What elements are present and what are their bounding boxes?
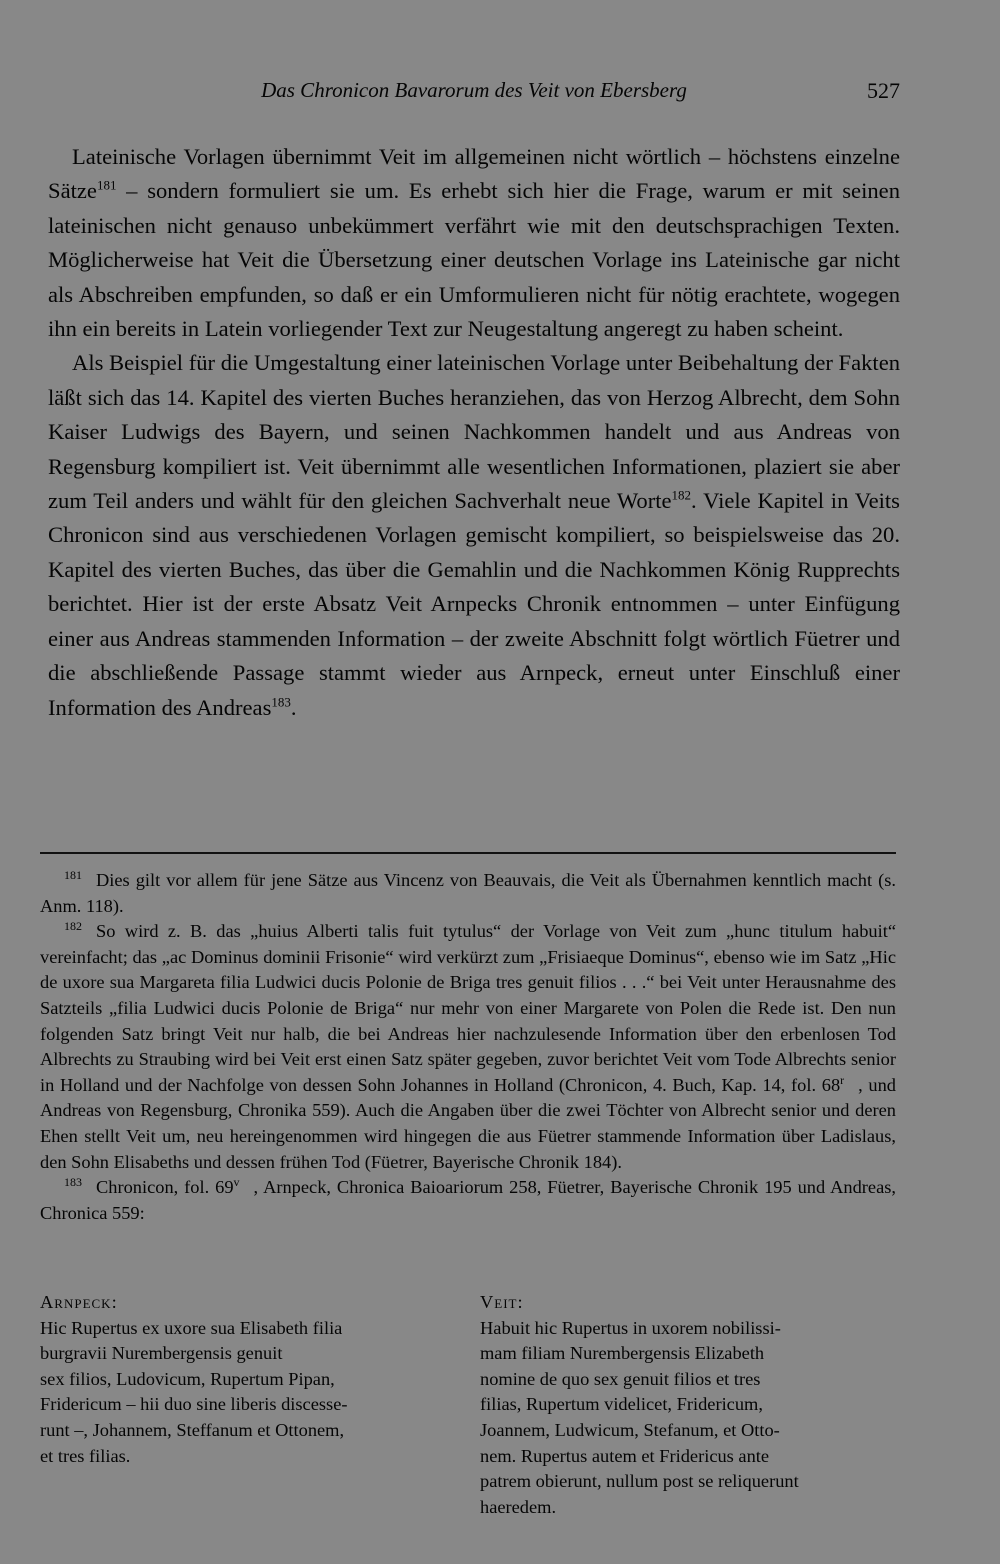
arnpeck-column (40, 1290, 450, 1469)
page-number: 527 (867, 78, 900, 103)
footnotes (40, 868, 896, 1226)
footnote-divider (40, 852, 896, 854)
running-header (48, 78, 900, 108)
comparison-columns (40, 1290, 896, 1530)
footnote-text: , Arnpeck, Chronica Baioariorum 258, Füetrer, Bayerische Chronik 195 und Andreas, Chronica 559: (40, 1177, 896, 1223)
paragraph-text: . Viele Kapitel in Veits Chronicon sind aus verschiedenen Vorlagen gemischt kompiliert, so beispielsweise das 20. Kapitel des vierten Buches, das über die Gemahlin und die Nachkommen König Rupprechts berichtet. Hier ist der erste Absatz Veit Arnpecks Chronik entnommen – unter Einfügung einer aus Andreas stammenden Information – der zweite Abschnitt folgt wörtlich Füetrer und die abschließende Passage stammt wieder aus Arnpeck, erneut unter Einschluß einer Information des Andreas (48, 488, 900, 720)
footnote-text: So wird z. B. das „huius Alberti talis fuit tytulus“ der Vorlage von Veit zum „hunc titulum habuit“ vereinfacht; das „ac Dominus dominii Frisonie“ wird verkürzt zum „Frisiaeque Dominus“, ebenso wie im Satz „Hic de uxore sua Margareta filia Ludwici ducis Polonie de Briga tres genuit filios . . .“ bei Veit unter Herausnahme des Satzteils „filia Ludwici ducis Polonie de Briga“ nur mehr von einer Margarete von Polen die Rede ist. Den nun folgenden Satz bringt Veit nur halb, die bei Andreas hier nachzulesende Information über den erbenlosen Tod Albrechts zu Straubing wird bei Veit erst einen Satz später gegeben, zuvor berichtet Veit vom Tode Albrechts senior in Holland und der Nachfolge von dessen Sohn Johannes in Holland (Chronicon, 4. Buch, Kap. 14, fol. 68 (40, 921, 896, 1095)
footnote (40, 868, 896, 919)
footnote-text: Dies gilt vor allem für jene Sätze aus Vincenz von Beauvais, die Veit als Übernahmen kenntlich macht (s. Anm. 118). (40, 870, 896, 916)
paragraph (48, 346, 900, 724)
running-title: Das Chronicon Bavarorum des Veit von Ebersberg (261, 78, 687, 102)
folio-side: r (840, 1072, 845, 1087)
footnote-ref: 183 (271, 693, 291, 709)
footnote-text: Chronicon, fol. 69 (96, 1177, 234, 1198)
column-text: Hic Rupertus ex uxore sua Elisabeth filia burgravii Nurembergensis genuit sex filios, Ludovicum, Rupertum Pipan, Fridericum – hii duo sine liberis discessе- runt –, Johannem, Steffanum et Ottonem, et tres filias. (40, 1317, 348, 1466)
footnote-text: , und Andreas von Regensburg, Chronika 559). Auch die Angaben über die zwei Töchter von Albrecht senior und deren Ehen stellt Veit um, neu hereingenommen wird hingegen die aus Füetrer stammende Information über Ladislaus, den Sohn Elisabeths und dessen frühen Tod (Füetrer, Bayerische Chronik 184). (40, 1074, 896, 1172)
paragraph-text: . (290, 694, 297, 720)
veit-column (480, 1290, 896, 1520)
main-text (48, 140, 900, 725)
paragraph (48, 140, 900, 346)
paragraph-text: Als Beispiel für die Umgestaltung einer lateinischen Vorlage unter Beibehaltung der Fakten läßt sich das 14. Kapitel des vierten Buches heranziehen, das von Herzog Albrecht, dem Sohn Kaiser Ludwigs des Bayern, und seinen Nachkommen handelt und aus Andreas von Regensburg kompiliert ist. Veit übernimmt alle wesentlichen Informationen, plaziert sie aber zum Teil anders und wählt für den gleichen Sachverhalt neue Worte (48, 350, 901, 514)
folio-side: v (233, 1175, 240, 1189)
footnote-number: 183 (64, 1175, 82, 1189)
paragraph-text: – sondern formuliert sie um. Es erhebt sich hier die Frage, warum er mit seinen lateinischen nicht genauso unbekümmert verfährt wie mit den deutschsprachigen Texten. Möglicherweise hat Veit die Übersetzung einer deutschen Vorlage ins Lateinische gar nicht als Abschreiben empfunden, so daß er ein Umformulieren nicht für nötig erachtete, wogegen ihn ein bereits in Latein vorliegender Text zur Neugestaltung angeregt zu haben scheint. (48, 178, 900, 342)
footnote-ref: 182 (671, 487, 692, 503)
footnote-ref: 181 (96, 177, 117, 193)
column-heading: Veit: (480, 1292, 524, 1312)
footnote-number: 181 (64, 867, 82, 882)
footnote-number: 182 (64, 919, 82, 934)
column-heading: Arnpeck: (40, 1292, 118, 1312)
footnote (40, 919, 896, 1175)
paragraph-text: Lateinische Vorlagen übernimmt Veit im allgemeinen nicht wörtlich – höchstens einzelne Sätze (48, 144, 900, 204)
column-text: Habuit hic Rupertus in uxorem nobilissi- mam filiam Nurembergensis Elizabeth nomine de quo sex genuit filios et tres filias, Rupertum videlicet, Fridericum, Joannem, Ludwicum, Stefanum, et Otto- nem. Rupertus autem et Fridericus ante patrem obierunt, nullum post se reliquerunt haeredem. (480, 1317, 799, 1517)
footnote (40, 1175, 896, 1226)
